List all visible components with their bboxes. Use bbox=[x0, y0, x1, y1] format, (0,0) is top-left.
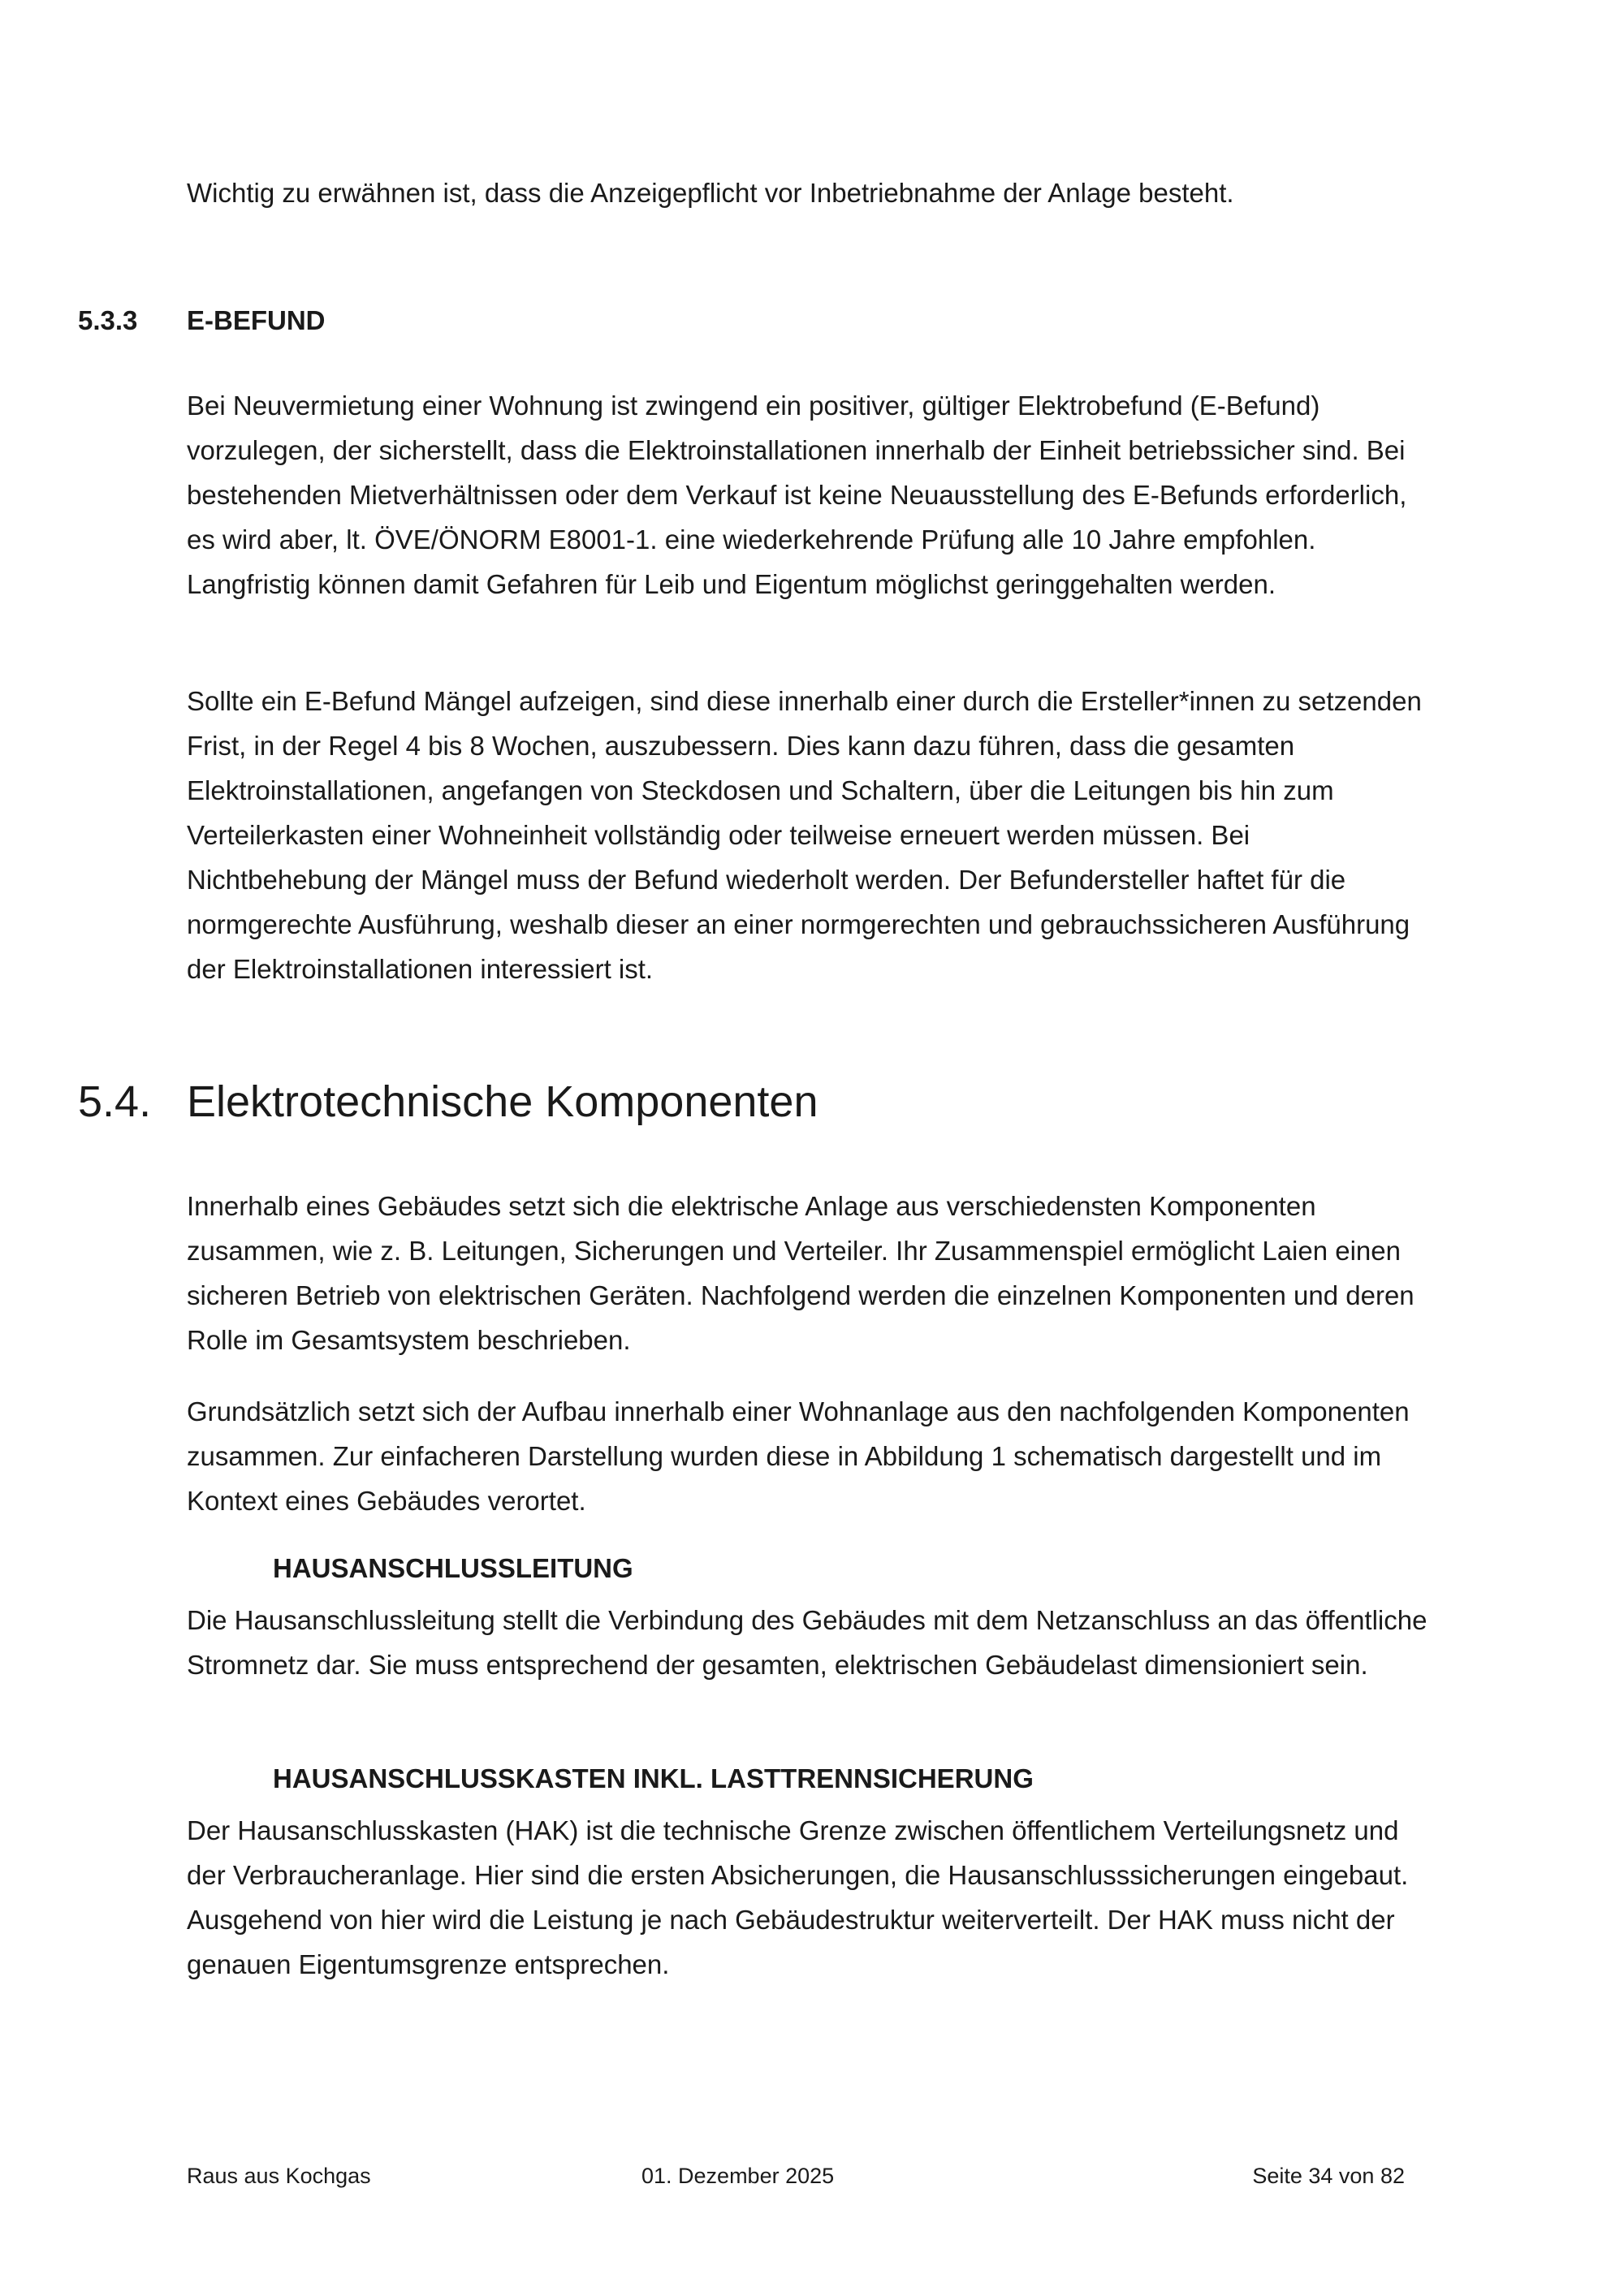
paragraph: Die Hausanschlussleitung stellt die Verbindung des Gebäudes mit dem Netzanschluss an das öffentliche Stromnetz dar. Sie muss entsprechend der gesamten, elektrischen Gebäudelast dimensioniert sein. bbox=[187, 1605, 1427, 1680]
paragraph: Bei Neuvermietung einer Wohnung ist zwingend ein positiver, gültiger Elektrobefund (E-Befund) vorzulegen, der sicherstellt, dass die Elektroinstallationen innerhalb der Einheit betriebssicher sind. Bei bestehenden Mietverhältnissen oder dem Verkauf ist keine Neuausstellung des E-Befunds erforderlich, es wird aber, lt. ÖVE/ÖNORM E8001-1. eine wiederkehrende Prüfung alle 10 Jahre empfohlen. Langfristig können damit Gefahren für Leib und Eigentum möglichst geringgehalten werden. bbox=[187, 391, 1407, 599]
section-heading-54 bbox=[78, 1073, 818, 1130]
section-heading-533 bbox=[78, 298, 326, 343]
paragraph: Sollte ein E-Befund Mängel aufzeigen, sind diese innerhalb einer durch die Ersteller*innen zu setzenden Frist, in der Regel 4 bis 8 Wochen, auszubessern. Dies kann dazu führen, dass die gesamten Elektroinstallationen, angefangen von Steckdosen und Schaltern, über die Leitungen bis hin zum Verteilerkasten einer Wohneinheit vollständig oder teilweise erneuert werden müssen. Bei Nichtbehebung der Mängel muss der Befund wiederholt werden. Der Befundersteller haftet für die normgerechte Ausführung, weshalb dieser an einer normgerechten und gebrauchssicheren Ausführung der Elektroinstallationen interessiert ist. bbox=[187, 686, 1422, 984]
section-title: Elektrotechnische Komponenten bbox=[187, 1077, 818, 1126]
section-title: E-BEFUND bbox=[187, 305, 326, 335]
subsection-heading-hausanschlussleitung: HAUSANSCHLUSSLEITUNG bbox=[273, 1553, 633, 1583]
footer-date: 01. Dezember 2025 bbox=[641, 2164, 835, 2188]
subsection-heading-hausanschlusskasten: HAUSANSCHLUSSKASTEN INKL. LASTTRENNSICHERUNG bbox=[273, 1763, 1034, 1793]
intro-paragraph: Wichtig zu erwähnen ist, dass die Anzeigepflicht vor Inbetriebnahme der Anlage besteht. bbox=[187, 178, 1234, 208]
paragraph: Innerhalb eines Gebäudes setzt sich die elektrische Anlage aus verschiedensten Komponenten zusammen, wie z. B. Leitungen, Sicherungen und Verteiler. Ihr Zusammenspiel ermöglicht Laien einen sicheren Betrieb von elektrischen Geräten. Nachfolgend werden die einzelnen Komponenten und deren Rolle im Gesamtsystem beschrieben. bbox=[187, 1191, 1415, 1355]
page-footer bbox=[187, 2160, 1405, 2192]
section-number: 5.3.3 bbox=[78, 305, 138, 335]
footer-document-title: Raus aus Kochgas bbox=[187, 2164, 371, 2188]
footer-page-number: Seite 34 von 82 bbox=[1252, 2164, 1405, 2188]
section-number: 5.4. bbox=[78, 1077, 152, 1126]
paragraph: Der Hausanschlusskasten (HAK) ist die technische Grenze zwischen öffentlichem Verteilungsnetz und der Verbraucheranlage. Hier sind die ersten Absicherungen, die Hausanschlusssicherungen eingebaut. Ausgehend von hier wird die Leistung je nach Gebäudestruktur weiterverteilt. Der HAK muss nicht der genauen Eigentumsgrenze entsprechen. bbox=[187, 1815, 1409, 1979]
paragraph: Grundsätzlich setzt sich der Aufbau innerhalb einer Wohnanlage aus den nachfolgenden Komponenten zusammen. Zur einfacheren Darstellung wurden diese in Abbildung 1 schematisch dargestellt und im Kontext eines Gebäudes verortet. bbox=[187, 1396, 1410, 1516]
